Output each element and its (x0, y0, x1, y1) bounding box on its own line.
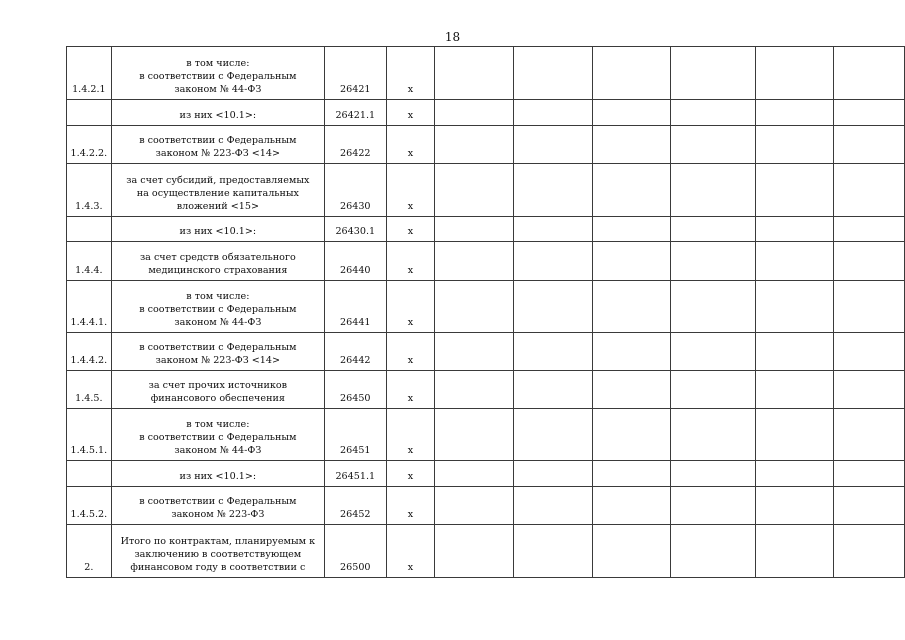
table-row (67, 242, 905, 281)
empty-cell (756, 126, 834, 164)
row-code: 1.4.4.1. (67, 281, 112, 333)
row-description (111, 242, 324, 281)
row-line-code: 26500 (324, 525, 386, 578)
row-line-code: 26451 (324, 409, 386, 461)
row-description (111, 409, 324, 461)
empty-cell (435, 371, 514, 409)
empty-cell (593, 164, 671, 217)
empty-cell (834, 164, 905, 217)
empty-cell (435, 217, 514, 242)
description-line: из них <10.1>: (179, 226, 257, 237)
empty-cell (514, 409, 593, 461)
empty-cell (834, 409, 905, 461)
description-line: в том числе: (186, 419, 250, 430)
empty-cell (435, 461, 514, 487)
empty-cell (756, 217, 834, 242)
empty-cell (514, 487, 593, 525)
row-line-code: 26450 (324, 371, 386, 409)
page-number: 18 (444, 30, 461, 44)
empty-cell (593, 487, 671, 525)
row-mark: x (386, 164, 435, 217)
table-row (67, 164, 905, 217)
empty-cell (514, 217, 593, 242)
row-line-code: 26421 (324, 47, 386, 100)
planning-table (66, 46, 905, 578)
empty-cell (593, 333, 671, 371)
empty-cell (593, 461, 671, 487)
empty-cell (593, 409, 671, 461)
description-line: в том числе: (186, 291, 250, 302)
empty-cell (756, 371, 834, 409)
description-line: в том числе: (186, 58, 250, 69)
row-code: 2. (67, 525, 112, 578)
empty-cell (435, 164, 514, 217)
row-line-code: 26452 (324, 487, 386, 525)
row-mark: x (386, 525, 435, 578)
row-code: 1.4.2.1 (67, 47, 112, 100)
empty-cell (435, 281, 514, 333)
row-mark: x (386, 126, 435, 164)
row-description (111, 281, 324, 333)
description-line: за счет средств обязательного (139, 252, 296, 263)
empty-cell (671, 217, 756, 242)
table-body (67, 47, 905, 578)
empty-cell (514, 371, 593, 409)
empty-cell (671, 409, 756, 461)
empty-cell (834, 47, 905, 100)
empty-cell (514, 525, 593, 578)
description-line: в соответствии с Федеральным (139, 135, 297, 146)
description-line: медицинского страхования (148, 265, 288, 276)
empty-cell (756, 461, 834, 487)
row-description (111, 47, 324, 100)
row-mark: x (386, 281, 435, 333)
empty-cell (435, 409, 514, 461)
empty-cell (593, 126, 671, 164)
empty-cell (435, 487, 514, 525)
row-line-code: 26440 (324, 242, 386, 281)
empty-cell (671, 281, 756, 333)
empty-cell (514, 242, 593, 281)
empty-cell (671, 126, 756, 164)
table-row (67, 100, 905, 126)
row-mark: x (386, 333, 435, 371)
row-line-code: 26421.1 (324, 100, 386, 126)
row-code: 1.4.5.1. (67, 409, 112, 461)
empty-cell (671, 164, 756, 217)
row-description (111, 217, 324, 242)
table-row (67, 126, 905, 164)
empty-cell (671, 333, 756, 371)
row-mark: x (386, 487, 435, 525)
row-line-code: 26430 (324, 164, 386, 217)
row-line-code: 26451.1 (324, 461, 386, 487)
empty-cell (593, 525, 671, 578)
description-line: за счет субсидий, предоставляемых (126, 175, 310, 186)
empty-cell (756, 333, 834, 371)
empty-cell (834, 242, 905, 281)
empty-cell (593, 242, 671, 281)
empty-cell (593, 371, 671, 409)
empty-cell (756, 409, 834, 461)
empty-cell (514, 47, 593, 100)
table-row (67, 47, 905, 100)
empty-cell (756, 164, 834, 217)
empty-cell (514, 333, 593, 371)
empty-cell (593, 217, 671, 242)
row-code: 1.4.4.2. (67, 333, 112, 371)
empty-cell (514, 126, 593, 164)
row-mark: x (386, 47, 435, 100)
empty-cell (671, 487, 756, 525)
empty-cell (834, 217, 905, 242)
empty-cell (514, 281, 593, 333)
empty-cell (671, 461, 756, 487)
empty-cell (834, 126, 905, 164)
description-line: за счет прочих источников (148, 380, 288, 391)
description-line: законом № 223-ФЗ (171, 509, 265, 520)
row-description (111, 164, 324, 217)
empty-cell (834, 371, 905, 409)
empty-cell (514, 164, 593, 217)
empty-cell (671, 525, 756, 578)
description-line: законом № 44-ФЗ (174, 317, 262, 328)
description-line: из них <10.1>: (179, 110, 257, 121)
empty-cell (756, 525, 834, 578)
row-line-code: 26442 (324, 333, 386, 371)
empty-cell (671, 100, 756, 126)
table-row (67, 461, 905, 487)
table-row (67, 409, 905, 461)
description-line: на осуществление капитальных (136, 188, 299, 199)
description-line: в соответствии с Федеральным (139, 304, 297, 315)
empty-cell (435, 100, 514, 126)
description-line: в соответствии с Федеральным (139, 71, 297, 82)
description-line: законом № 223-ФЗ <14> (155, 148, 281, 159)
row-code (67, 100, 112, 126)
empty-cell (834, 461, 905, 487)
row-description (111, 126, 324, 164)
empty-cell (834, 281, 905, 333)
row-mark: x (386, 242, 435, 281)
empty-cell (435, 242, 514, 281)
empty-cell (834, 525, 905, 578)
row-mark: x (386, 461, 435, 487)
empty-cell (756, 47, 834, 100)
table-row (67, 371, 905, 409)
row-line-code: 26430.1 (324, 217, 386, 242)
row-code: 1.4.3. (67, 164, 112, 217)
row-description (111, 333, 324, 371)
description-line: в соответствии с Федеральным (139, 432, 297, 443)
row-line-code: 26422 (324, 126, 386, 164)
row-mark: x (386, 409, 435, 461)
empty-cell (435, 47, 514, 100)
table-row (67, 333, 905, 371)
row-mark: x (386, 371, 435, 409)
empty-cell (834, 100, 905, 126)
row-description (111, 100, 324, 126)
empty-cell (593, 47, 671, 100)
row-description (111, 461, 324, 487)
row-mark: x (386, 100, 435, 126)
description-line: из них <10.1>: (179, 471, 257, 482)
empty-cell (671, 242, 756, 281)
row-mark: x (386, 217, 435, 242)
empty-cell (834, 333, 905, 371)
empty-cell (593, 281, 671, 333)
empty-cell (756, 100, 834, 126)
empty-cell (435, 333, 514, 371)
row-code (67, 217, 112, 242)
empty-cell (435, 126, 514, 164)
table-row (67, 281, 905, 333)
description-line: законом № 44-ФЗ (174, 445, 262, 456)
empty-cell (671, 371, 756, 409)
row-description (111, 487, 324, 525)
row-code: 1.4.2.2. (67, 126, 112, 164)
empty-cell (514, 461, 593, 487)
empty-cell (756, 242, 834, 281)
row-line-code: 26441 (324, 281, 386, 333)
description-line: финансовом году в соответствии с (130, 562, 306, 573)
row-description (111, 371, 324, 409)
empty-cell (756, 487, 834, 525)
table-row (67, 217, 905, 242)
description-line: заключению в соответствующем (134, 549, 302, 560)
description-line: финансового обеспечения (150, 393, 285, 404)
table-row (67, 525, 905, 578)
description-line: Итого по контрактам, планируемым к (120, 536, 316, 547)
empty-cell (671, 47, 756, 100)
row-code: 1.4.5.2. (67, 487, 112, 525)
description-line: в соответствии с Федеральным (139, 496, 297, 507)
row-code: 1.4.5. (67, 371, 112, 409)
row-code: 1.4.4. (67, 242, 112, 281)
empty-cell (756, 281, 834, 333)
row-description (111, 525, 324, 578)
description-line: в соответствии с Федеральным (139, 342, 297, 353)
empty-cell (593, 100, 671, 126)
description-line: законом № 44-ФЗ (174, 84, 262, 95)
description-line: законом № 223-ФЗ <14> (155, 355, 281, 366)
table-row (67, 487, 905, 525)
row-code (67, 461, 112, 487)
empty-cell (435, 525, 514, 578)
empty-cell (514, 100, 593, 126)
description-line: вложений <15> (176, 201, 259, 212)
empty-cell (834, 487, 905, 525)
